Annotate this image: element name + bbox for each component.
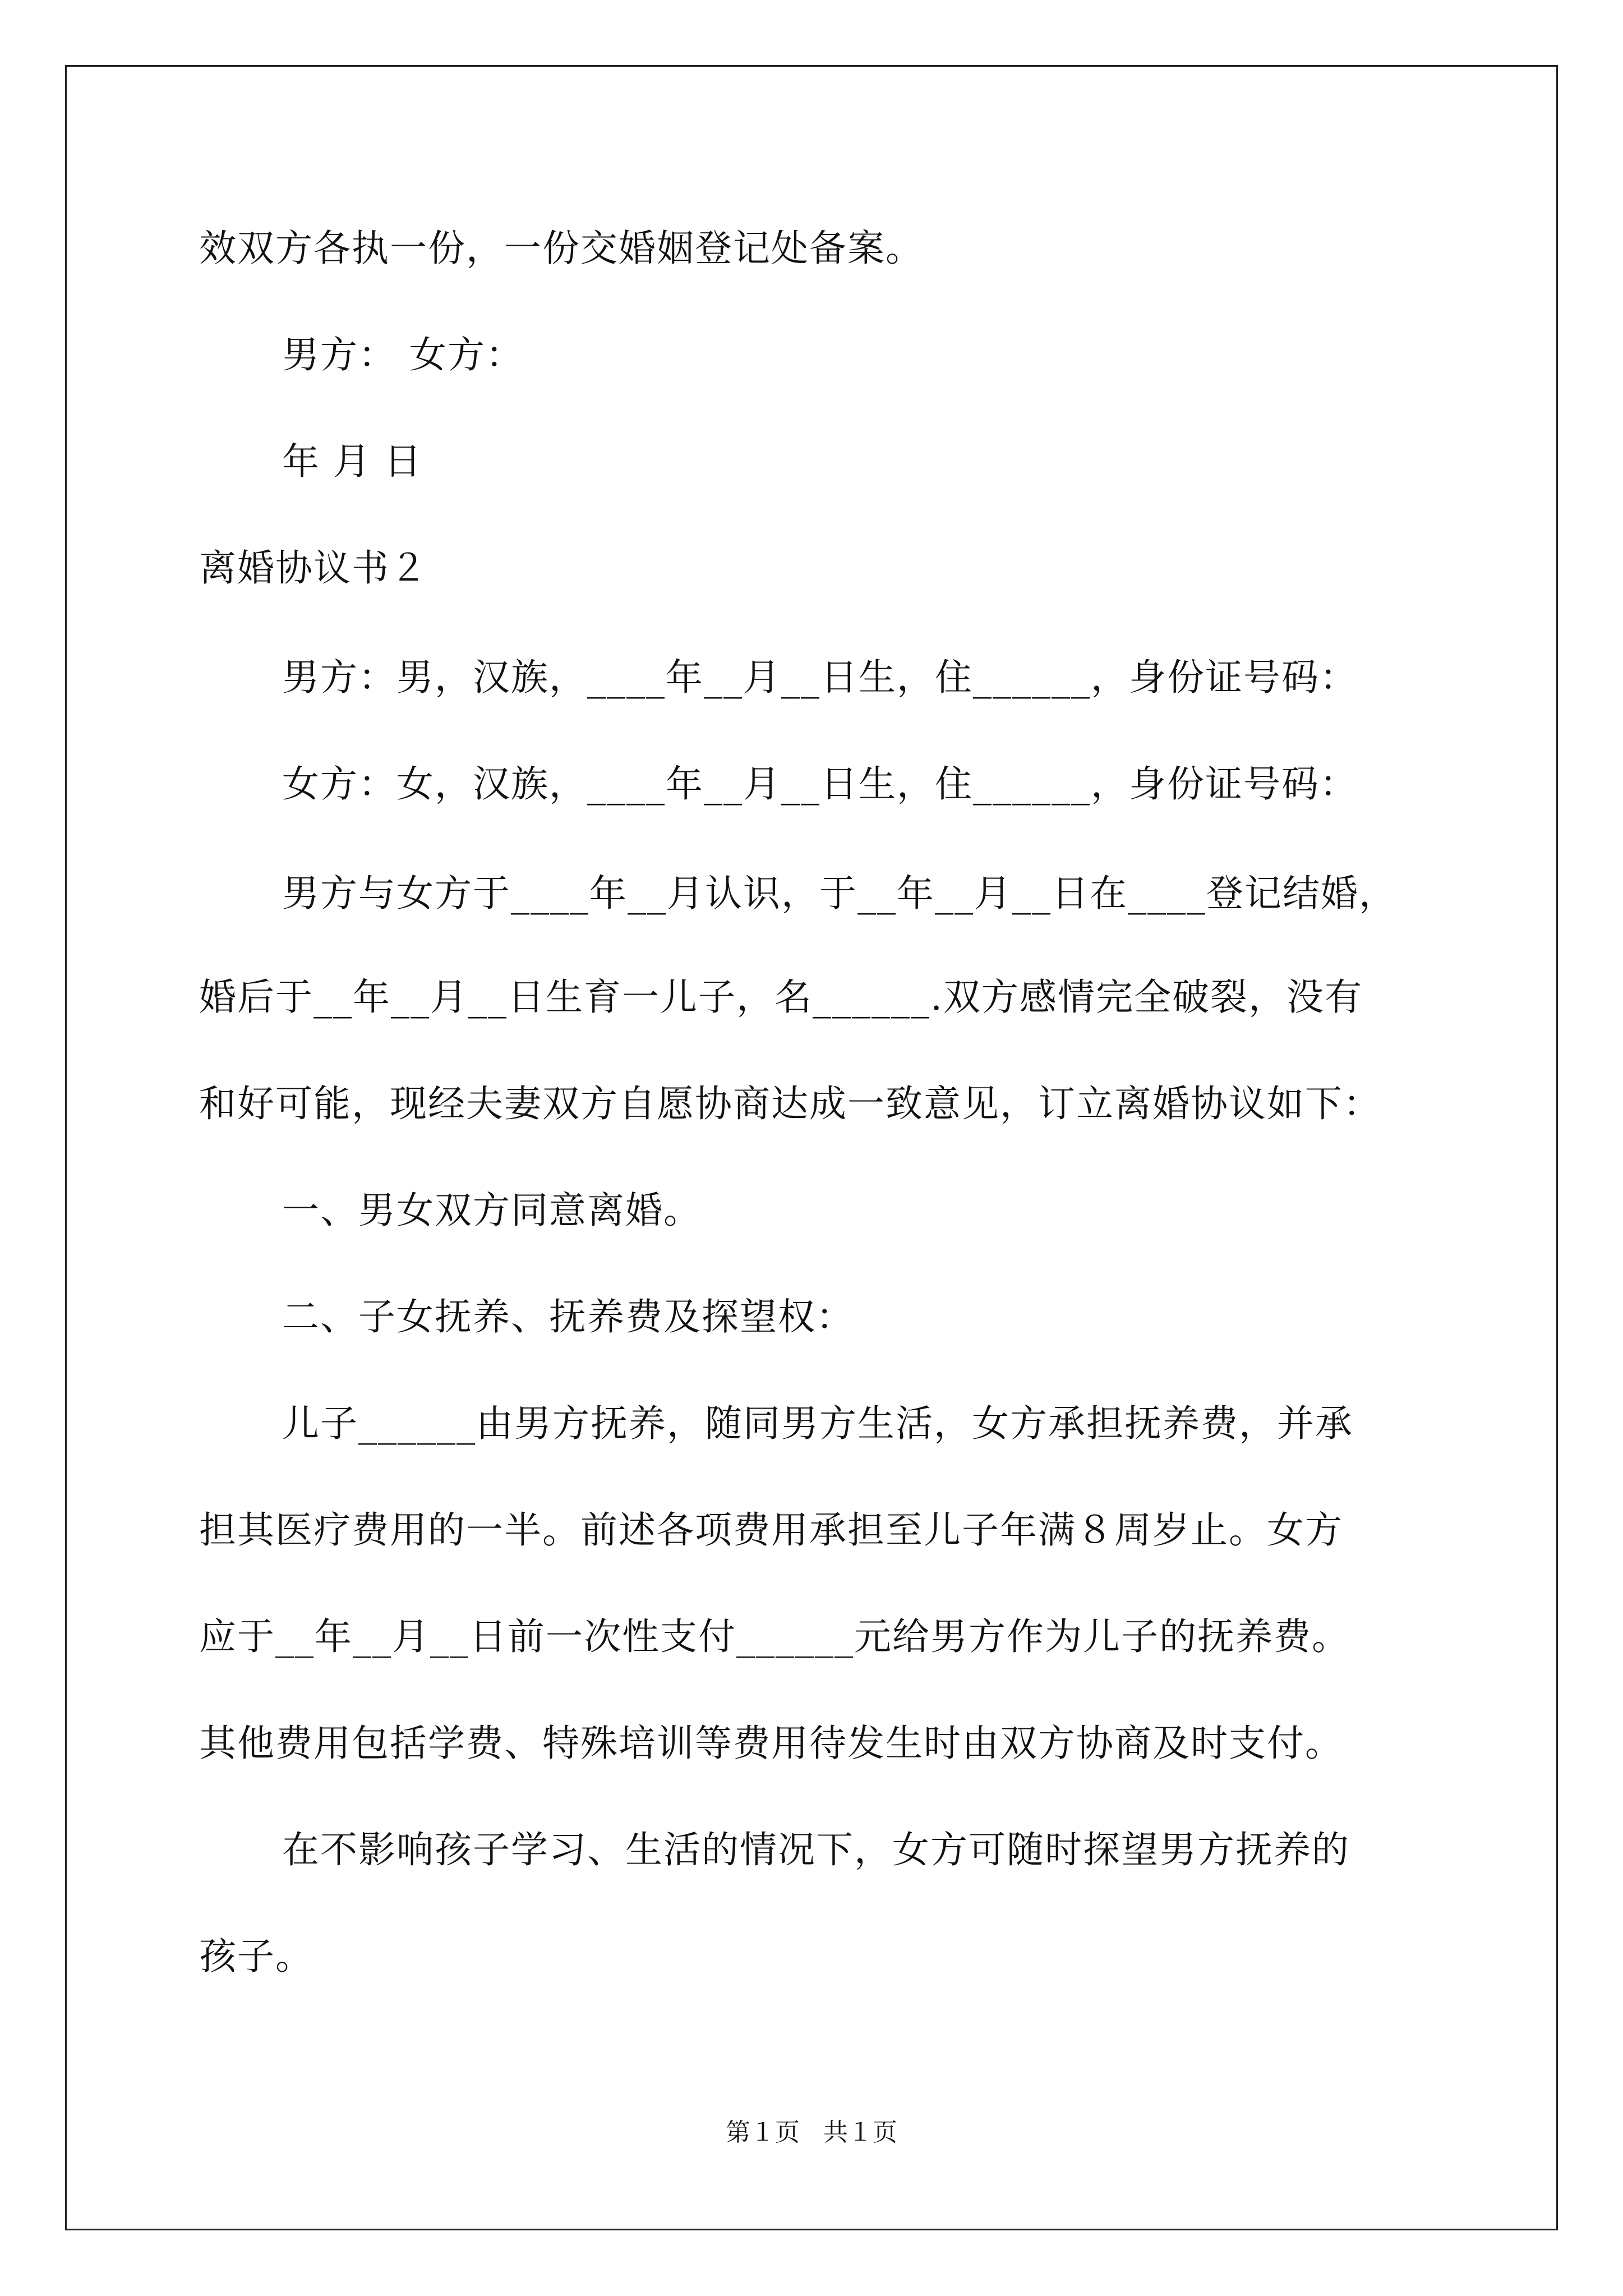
- text-line: 和好可能，现经夫妻双方自愿协商达成一致意见，订立离婚协议如下：: [199, 1082, 1381, 1125]
- page-frame: [65, 65, 1558, 2230]
- text-line: 应于__年__月__日前一次性支付______元给男方作为儿子的抚养费。: [199, 1615, 1350, 1658]
- text-line: 男方与女方于____年__月认识，于__年__月__日在____登记结婚，: [282, 872, 1397, 915]
- list-item: 二、子女抚养、抚养费及探望权：: [282, 1295, 854, 1338]
- section-title: 离婚协议书２: [199, 546, 428, 590]
- text-line: 孩子。: [199, 1935, 313, 1978]
- page-footer: 第１页 共１页: [726, 2118, 897, 2147]
- list-item: 一、男女双方同意离婚。: [282, 1189, 702, 1232]
- text-line: 在不影响孩子学习、生活的情况下，女方可随时探望男方抚养的: [282, 1828, 1350, 1871]
- text-line: 儿子______由男方抚养，随同男方生活，女方承担抚养费，并承: [282, 1402, 1353, 1445]
- text-line: 女方：女，汉族，____年__月__日生，住______，身份证号码：: [282, 762, 1358, 806]
- date-line: 年 月 日: [282, 440, 422, 483]
- text-line: 效双方各执一份，一份交婚姻登记处备案。: [199, 227, 924, 270]
- signature-line: 男方： 女方：: [282, 333, 524, 376]
- text-line: 担其医疗费用的一半。前述各项费用承担至儿子年满８周岁止。女方: [199, 1508, 1343, 1552]
- text-line: 男方：男，汉族，____年__月__日生，住______，身份证号码：: [282, 656, 1358, 699]
- text-line: 其他费用包括学费、特殊培训等费用待发生时由双方协商及时支付。: [199, 1722, 1343, 1765]
- text-line: 婚后于__年__月__日生育一儿子，名______.双方感情完全破裂，没有: [199, 976, 1363, 1019]
